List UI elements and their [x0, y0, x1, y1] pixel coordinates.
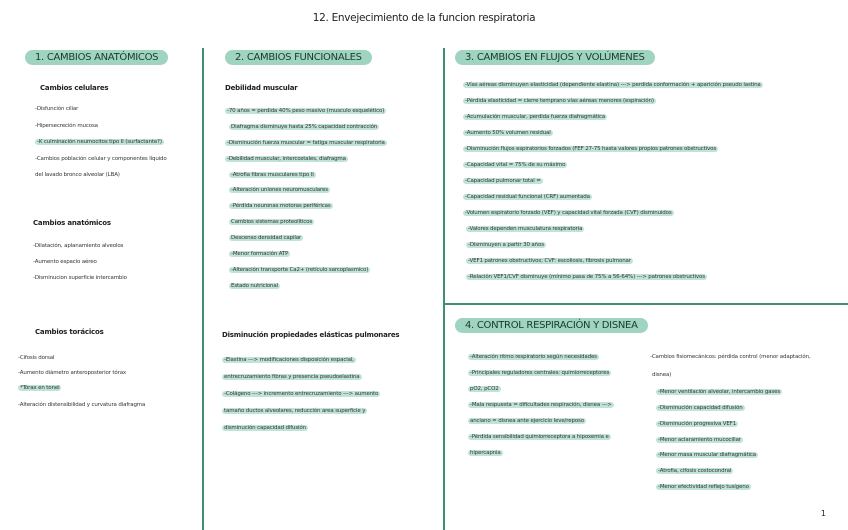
- list-item: tamaño ductos alveolares, reducción area superficie y: [224, 408, 366, 414]
- list-item: *Tórax en tonel: [20, 385, 60, 391]
- list-item: -Alteración distensibilidad y curvatura diafragma: [18, 402, 146, 408]
- list-item: -Capacidad vital = 75% de su máximo: [465, 162, 566, 168]
- list-item: -Elastina ---> modificaciones disposición espacial,: [224, 357, 354, 363]
- list-item: -Aumento 50% volumen residual: [465, 130, 551, 136]
- list-item: Cambios sistemas proteolíticos: [231, 219, 313, 225]
- section-4-header: 4. CONTROL RESPIRACIÓN Y DISNEA: [455, 318, 648, 333]
- list-item: -Disminución progresiva VEF1: [658, 421, 737, 427]
- list-item: -Atrofia fibras musculares tipo II: [231, 172, 314, 178]
- list-item: pO2, pCO2: [470, 386, 499, 392]
- list-item: -Alteración transporte Ca2+ (retículo sarcoplasmico): [231, 267, 369, 273]
- list-item: entrecruzamiento fibras y presencia pseudoelastina: [224, 374, 360, 380]
- section-1-subheading-cellular: Cambios celulares: [40, 84, 109, 92]
- list-item: disminución capacidad difusión: [224, 425, 306, 431]
- list-item: -Dilatación, aplanamiento alveolos: [33, 243, 124, 249]
- list-item: -Principales reguladores centrales: quimiorreceptores: [470, 370, 610, 376]
- list-item: -Alteración uniones neuromusculares: [231, 187, 328, 193]
- list-item: -Vías aéreas disminuyen elasticidad (dependiente elastina) ---> perdida conformación + aparición pseudo lastina: [465, 82, 761, 88]
- list-item: -Menor formación ATP: [231, 251, 289, 257]
- list-item: -Hipersecreción mucosa: [35, 123, 98, 129]
- section-2-subheading-elastic: Disminución propiedades elásticas pulmonares: [222, 331, 400, 339]
- list-item: -Mala respuesta = dificultades respiración, disnea --->: [470, 402, 612, 408]
- list-item: -Capacidad residual funcional (CRF) aumentada: [465, 194, 590, 200]
- list-item: -Volumen espiratorio forzado (VEF) y capacidad vital forzada (CVF) disminuidos: [465, 210, 672, 216]
- page-number: 1: [820, 509, 826, 518]
- list-item: disnea): [652, 372, 672, 378]
- section-2-header: 2. CAMBIOS FUNCIONALES: [225, 50, 372, 65]
- list-item: -Acumulación muscular, perdida fuerza diafragmática: [465, 114, 606, 120]
- list-item: -Valores dependen musculatura respiratoria: [468, 226, 583, 232]
- list-item: -Debilidad muscular, intercostales, diafragma: [227, 156, 346, 162]
- list-item: -Menor aclaramiento mucociliar: [658, 437, 741, 443]
- list-item: del lavado bronco alveolar (LBA): [35, 172, 120, 178]
- list-item: -Alteración ritmo respiratorio según necesidades: [470, 354, 597, 360]
- section-3-header: 3. CAMBIOS EN FLUJOS Y VOLÚMENES: [455, 50, 655, 65]
- list-item: -Aumento espacio aéreo: [33, 259, 97, 265]
- list-item: -Disminuyen a partir 30 años: [468, 242, 544, 248]
- list-item: hipercapnia: [470, 450, 501, 456]
- list-item: -Pérdida neuronas motoras periféricas: [231, 203, 331, 209]
- list-item: -K culminación neumocitos tipo II (surfactante?): [37, 139, 162, 145]
- section-1-subheading-anatomical: Cambios anatómicos: [33, 219, 111, 227]
- list-item: -Menor efectividad reflejo tusígeno: [658, 484, 749, 490]
- section-1-subheading-thoracic: Cambios torácicos: [35, 328, 104, 336]
- list-item: -Menor ventilación alveolar, intercambio gases: [658, 389, 781, 395]
- list-item: -VEF1 patrones obstructivos; CVF: escoliosis, fibrosis pulmonar: [468, 258, 631, 264]
- list-item: -Disminucion superficie intercambio: [33, 275, 127, 281]
- section-2-subheading-muscle: Debilidad muscular: [225, 84, 298, 92]
- section-divider: [443, 303, 848, 305]
- list-item: -Capacidad pulmonar total =: [465, 178, 541, 184]
- list-item: -Cambios fisiomecánicos: pérdida control (menor adaptación,: [650, 354, 811, 360]
- list-item: -Aumento diámetro anteroposterior tórax: [18, 370, 127, 376]
- list-item: -Atrofia, cifosis costocondral: [658, 468, 732, 474]
- list-item: -Pérdida elasticidad = cierre temprano vías aéreas menores (espiración): [465, 98, 654, 104]
- list-item: -Relación VEF1/CVF disminuye (mínimo pasa de 75% a 56-64%) ---> patrones obstructivos: [468, 274, 705, 280]
- column-divider-1: [202, 48, 204, 530]
- list-item: -Disfunción ciliar: [35, 106, 79, 112]
- list-item: -Menor masa muscular diafragmática: [658, 452, 756, 458]
- list-item: -Pérdida sensibilidad quimiorreceptora a hipoxemia e: [470, 434, 609, 440]
- list-item: anciano = disnea ante ejercicio leve/reposo: [470, 418, 584, 424]
- section-1-header: 1. CAMBIOS ANATÓMICOS: [25, 50, 168, 65]
- list-item: -70 años = perdida 40% peso masivo (musculo esquelético): [227, 108, 385, 114]
- page-title: 12. Envejecimiento de la funcion respiratoria: [312, 12, 536, 24]
- list-item: Estado nutricional: [231, 283, 278, 289]
- list-item: -Colágeno ---> incremento entrecruzamiento ---> aumento: [224, 391, 379, 397]
- column-divider-2: [443, 48, 445, 530]
- list-item: -Disminución capacidad difusión: [658, 405, 743, 411]
- list-item: -Cambios población celular y componentes líquido: [35, 156, 167, 162]
- list-item: -Disminución fuerza muscular = fatiga muscular respiratoria: [227, 140, 385, 146]
- list-item: -Disminución flujos espiratorios forzados (FEF 27-75 hasta valores propios patrones obstructivos: [465, 146, 717, 152]
- list-item: -Cifosis dorsal: [18, 355, 55, 361]
- list-item: Descenso densidad capilar: [231, 235, 302, 241]
- list-item: Diafragma disminuye hasta 25% capacidad contracción: [231, 124, 378, 130]
